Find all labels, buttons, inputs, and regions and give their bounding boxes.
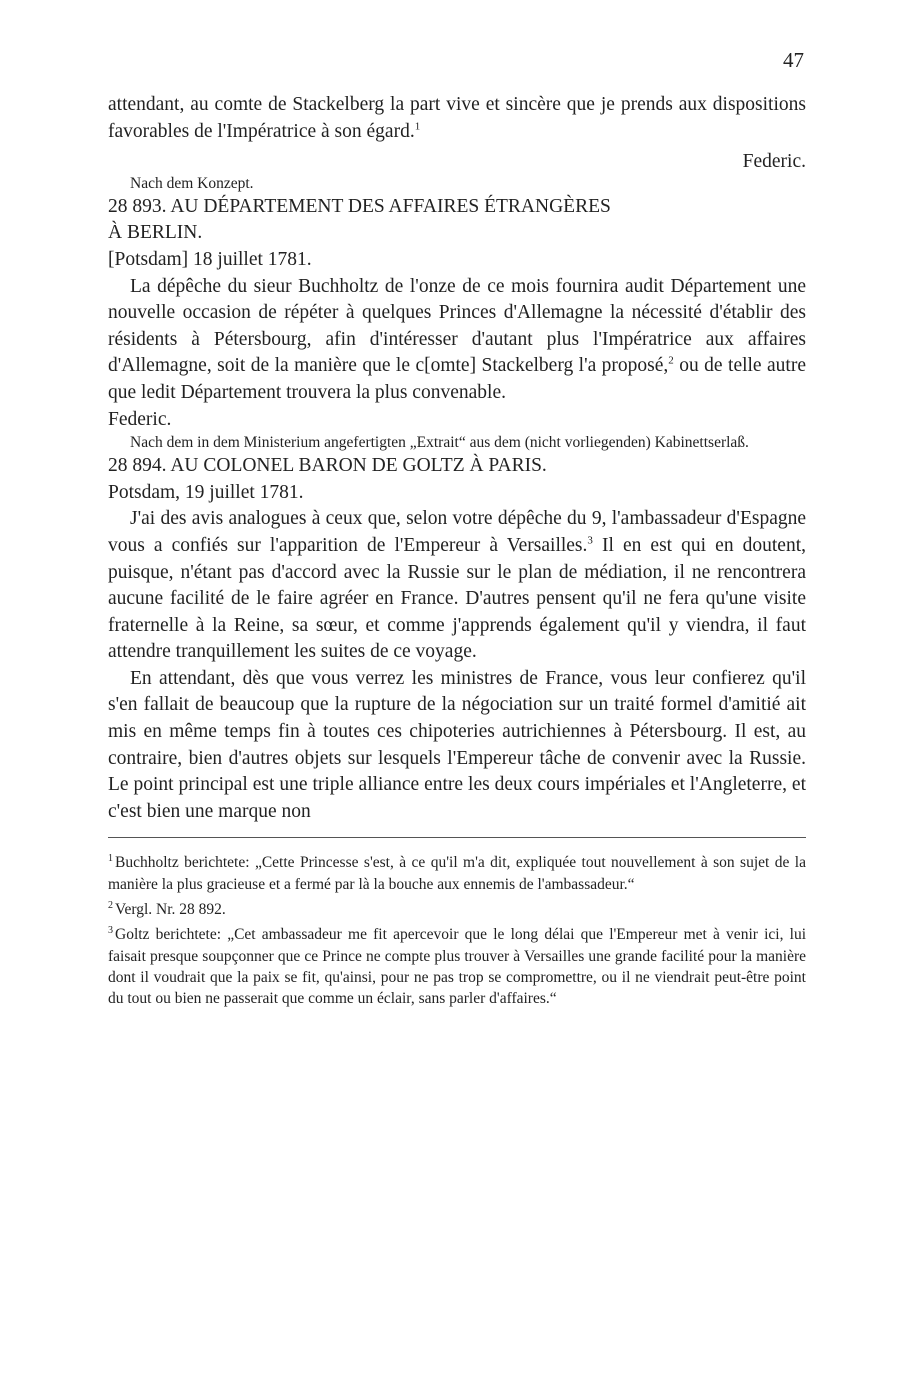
letter-28893-signature: Federic. [108,408,172,430]
letter-28894-date: Potsdam, 19 juillet 1781. [108,481,304,503]
letter-28893-heading-line2: À BERLIN. [108,222,203,244]
letter-28894-heading [108,453,806,480]
intro-signature: Federic. [742,151,806,173]
footnote-3-marker: 3 [108,925,113,937]
footnote-3 [108,920,806,1009]
letter-28894-paragraph-1 [108,506,806,666]
letter-28893-body [108,274,806,407]
footnote-ref-1: 1 [414,120,421,133]
footnote-ref-3: 3 [587,534,593,547]
letter-28893-body-part1: La dépêche du sieur Buchholtz de l'onze de ce mois fournira audit Département une nouvelle occasion de répéter à quelques Princes d'Allemagne la nécessité d'établir des résidents à Pétersbourg, afin d'intéresser d'autant plus l'Impératrice aux affaires d'Allemagne, soit de la manière que le c[omte] Stackelberg l'a proposé, [108,275,806,377]
footnote-2 [108,895,806,920]
letter-28893-body-part2: ou de telle autre que ledit Département trouvera la plus convenable. [108,355,806,403]
footnote-divider [108,837,806,838]
page-number: 47 [783,48,804,72]
letter-28893-heading-line1: AU DÉPARTEMENT DES AFFAIRES ÉTRANGÈRES [170,195,611,217]
intro-text: attendant, au comte de Stackelberg la part vive et sincère que je prends aux dispositions favorables de l'Impératrice à son égard. [108,94,806,142]
footnote-ref-2: 2 [668,354,674,367]
letter-28894-p1-part2: Il en est qui en doutent, puisque, n'étant pas d'accord avec la Russie sur le plan de médiation, il ne rencontrera aucune facilité de le faire agréer en France. D'autres pensent qu'il ne fera qu'une visite fraternelle à la Reine, sa sœur, et comme j'apprends également qu'il y viendra, il faut attendre tranquillement les suites de ce voyage. [108,534,807,663]
footnote-1 [108,848,806,895]
footnote-1-marker: 1 [108,853,113,865]
letter-28894-number: 28 894. [108,455,167,477]
footnote-3-text: Goltz berichtete: „Cet ambassadeur me fit apercevoir que le long délai que l'Empereur met à venir ici, lui faisait presque soupçonner que ce Prince ne compte plus trouver à Versailles une grande facilité pour la manière dont il voudrait que la paix se fit, qu'ainsi, pour ne pas trop se compromettre, ou il ne viendrait peut-être point du tout ou bien ne passerait que comme un éclair, sans parler d'affaires.“ [108,926,806,1008]
intro-paragraph [108,92,806,145]
letter-28894-paragraph-2: En attendant, dès que vous verrez les ministres de France, vous leur confierez qu'il s'en fallait de beaucoup que la rupture de la négociation sur un traité formel d'amitié ait mis en même temps fin à toutes ces chipoteries autrichiennes à Pétersbourg. Il est, au contraire, bien d'autres objets sur lesquels l'Empereur tâche de convenir avec la Russie. Le point principal est une triple alliance entre les deux cours impériales et l'Angleterre, et c'est bien une marque non [108,667,806,822]
footnote-2-marker: 2 [108,900,113,911]
footnotes [108,848,806,1009]
intro-signature-row [108,149,806,194]
letter-28894-p1-part1: J'ai des avis analogues à ceux que, selon votre dépêche du 9, l'ambassadeur d'Espagne vous a confiés sur l'apparition de l'Empereur à Versailles. [108,508,806,556]
letter-28893-date: [Potsdam] 18 juillet 1781. [108,248,312,270]
letter-28893-source: Nach dem in dem Ministerium angefertigten „Extrait“ aus dem (nicht vorliegenden) Kabinettserlaß. [130,434,749,452]
page-text [108,92,806,1009]
letter-28894-heading-text: AU COLONEL BARON DE GOLTZ À PARIS. [170,455,547,477]
letter-28893-heading [108,194,806,221]
footnote-1-text: Buchholtz berichtete: „Cette Princesse s'est, à ce qu'il m'a dit, expliquée tout nouvellement à son sujet de la manière la plus gracieuse et a fermé par là la bouche aux ennemis de l'ambassadeur.“ [108,854,806,893]
footnote-2-text: Vergl. Nr. 28 892. [115,901,226,919]
letter-28893-number: 28 893. [108,195,167,217]
intro-source: Nach dem Konzept. [130,174,254,192]
